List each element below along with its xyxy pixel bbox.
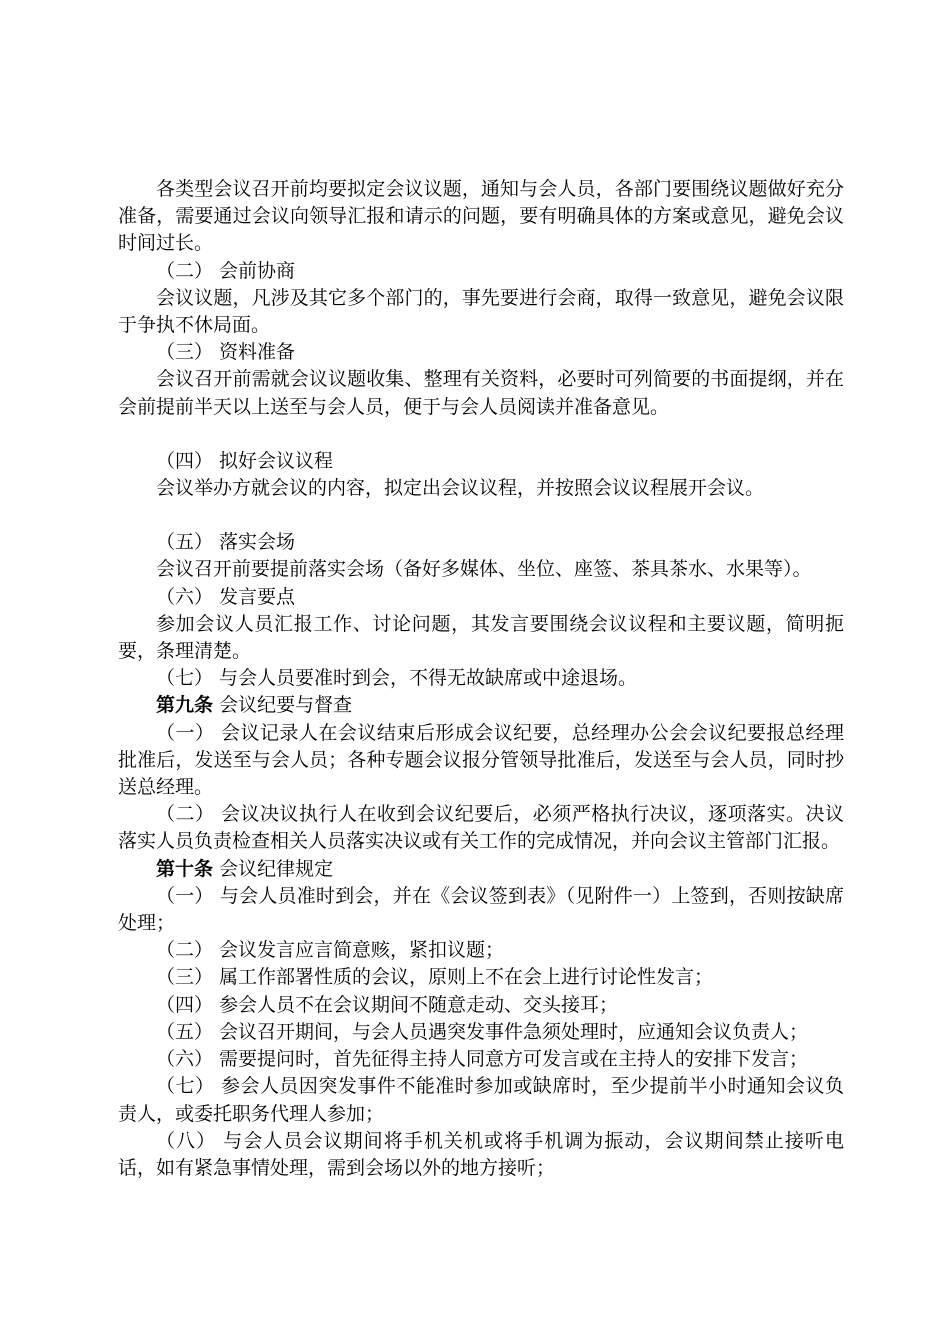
- rule-3: （三） 属工作部署性质的会议，原则上不在会上进行讨论性发言；: [156, 966, 714, 989]
- paragraph-materials: 会议召开前需就会议议题收集、整理有关资料，必要时可列简要的书面提纲，并在会前提前半天以上送至与会人员，便于与会人员阅读并准备意见。: [118, 368, 844, 418]
- blank-line: [118, 421, 844, 448]
- paragraph-agenda: 会议举办方就会议的内容，拟定出会议议程，并按照会议议程展开会议。: [156, 477, 765, 500]
- paragraph-venue: 会议召开前要提前落实会场（备好多媒体、坐位、座签、茶具茶水、水果等）。: [156, 558, 812, 581]
- document-body: [118, 176, 844, 1182]
- heading-venue: （五） 落实会场: [156, 531, 296, 554]
- article-10-number: 第十条: [156, 857, 214, 880]
- blank-line: [118, 502, 844, 529]
- paragraph-punctuality: （七） 与会人员要准时到会，不得无故缺席或中途退场。: [156, 667, 638, 690]
- article-10-heading: [118, 856, 844, 883]
- rule-5: （五） 会议召开期间，与会人员遇突发事件急须处理时，应通知会议负责人；: [156, 1020, 809, 1043]
- article-9-heading: [118, 692, 844, 719]
- rule-6: （六） 需要提问时，首先征得主持人同意方可发言或在主持人的安排下发言；: [156, 1048, 809, 1071]
- heading-pre-meeting-consultation: （二） 会前协商: [156, 259, 296, 282]
- paragraph-resolution: （二） 会议决议执行人在收到会议纪要后，必须严格执行决议，逐项落实。决议落实人员负责检查相关人员落实决议或有关工作的完成情况，并向会议主管部门汇报。: [118, 803, 844, 853]
- rule-4: （四） 参会人员不在会议期间不随意走动、交头接耳；: [156, 993, 619, 1016]
- heading-agenda: （四） 拟好会议议程: [156, 449, 334, 472]
- paragraph-agenda-intro: 各类型会议召开前均要拟定会议议题，通知与会人员，各部门要围绕议题做好充分准备，需要通过会议向领导汇报和请示的问题，要有明确具体的方案或意见，避免会议时间过长。: [118, 178, 844, 255]
- paragraph-speech: 参加会议人员汇报工作、讨论问题，其发言要围绕会议议程和主要议题，简明扼要，条理清楚。: [118, 612, 844, 663]
- article-10-title: 会议纪律规定: [219, 857, 334, 880]
- heading-speech-points: （六） 发言要点: [156, 585, 296, 608]
- article-9-title: 会议纪要与督查: [219, 694, 353, 717]
- rule-2: （二） 会议发言应言简意赅，紧扣议题；: [156, 939, 505, 962]
- paragraph-minutes: （一） 会议记录人在会议结束后形成会议纪要，总经理办公会会议纪要报总经理批准后，发送至与会人员；各种专题会议报分管领导批准后，发送至与会人员，同时抄送总经理。: [118, 721, 844, 799]
- paragraph-consultation: 会议议题，凡涉及其它多个部门的，事先要进行会商，取得一致意见，避免会议限于争执不休局面。: [118, 286, 844, 337]
- heading-material-preparation: （三） 资料准备: [156, 341, 296, 364]
- rule-8: （八） 与会人员会议期间将手机关机或将手机调为振动，会议期间禁止接听电话，如有紧急事情处理，需到会场以外的地方接听；: [118, 1129, 844, 1179]
- article-9-number: 第九条: [156, 694, 214, 717]
- rule-1: （一） 与会人员准时到会，并在《会议签到表》（见附件一）上签到，否则按缺席处理；: [118, 884, 844, 935]
- rule-7: （七） 参会人员因突发事件不能准时参加或缺席时，至少提前半小时通知会议负责人，或委托职务代理人参加；: [118, 1075, 844, 1125]
